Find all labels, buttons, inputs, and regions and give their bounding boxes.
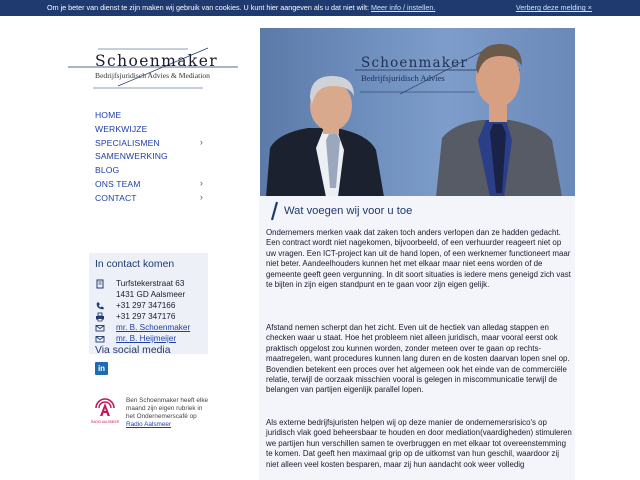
hero-graphic: [260, 28, 575, 197]
cookie-bar: [0, 0, 640, 16]
cookie-info-link[interactable]: Meer info / instellen.: [371, 3, 436, 12]
slash-icon: [271, 201, 278, 221]
map-marker-icon: [95, 279, 105, 289]
email-link-heijmeijer[interactable]: mr. B. Heijmeijer: [116, 334, 177, 343]
radio-aalsmeer-link[interactable]: Radio Aalsmeer: [126, 421, 172, 429]
hero-logo-name: Schoenmaker: [361, 55, 468, 71]
nav-item-contact[interactable]: [95, 193, 207, 207]
chevron-right-icon[interactable]: ›: [199, 136, 203, 147]
nav-label: HOME: [95, 110, 122, 120]
nav-label: ONS TEAM: [95, 178, 141, 189]
logo-subtitle: Bedrijfsjuridisch Advies & Mediation: [95, 71, 210, 80]
contact-panel: [89, 253, 208, 354]
person-left-figure: [266, 76, 384, 197]
nav-item-samenwerking[interactable]: [95, 151, 207, 165]
radio-aalsmeer-logo[interactable]: [90, 396, 120, 426]
chevron-right-icon[interactable]: ›: [199, 191, 203, 202]
hero-logo-subtitle: Bedrijfsjuridisch Advies: [361, 73, 445, 83]
nav-label: SPECIALISMEN: [95, 137, 160, 148]
contact-title: In contact komen: [95, 259, 175, 270]
main-nav: [95, 110, 207, 207]
social-title: Via social media: [95, 345, 171, 356]
radio-note: [126, 397, 211, 429]
email-link-schoenmaker[interactable]: mr. B. Schoenmaker: [116, 323, 191, 332]
article-paragraph: Ondernemers merken vaak dat zaken toch anders verlopen dan ze hadden gedacht. Een contract wordt niet nagekomen, bijvoorbeeld, of een verhuurder reageert niet op uw vragen. Een ICT-project kan uit de hand lopen, of een werknemer functioneert maar niet beter. Aandeelhouders kunnen het met elkaar maar niet eens worden of de gemeente geeft geen vergunning. In dit soort situaties is iedere mens geneigd zich vast te bijten in zijn eigen standpunt en te gaan voor zijn eigen gelijk.: [266, 228, 571, 290]
radio-logo-caption: RADIO AALSMEER: [90, 420, 120, 424]
nav-label: BLOG: [95, 165, 120, 176]
envelope-icon: [95, 334, 105, 344]
cookie-close-button[interactable]: Verberg deze melding ×: [515, 3, 592, 12]
printer-icon: [95, 312, 105, 322]
article-title: Wat voegen wij voor u toe: [284, 205, 413, 217]
nav-item-specialismen[interactable]: [95, 138, 207, 152]
article-paragraph: Afstand nemen scherpt dan het zicht. Even uit de hectiek van alledag stappen en checken waar u staat. Hoe het probleem niet alleen juridisch, maar vooral eerst ook praktisch opgelost zou kunnen worden, zonder meteen over te gaan op rechts-maatregelen, want procedures kunnen lang duren en de kosten daarvan lopen snel op. Bovendien betekent een proces over het algemeen ook het einde van de commerciële relatie, terwijl de oorzaak misschien vooral is gelegen in miscommunicatie terwijl de belangen van partijen eigenlijk parallel lopen.: [266, 323, 570, 395]
address-street: Turfstekerstraat 63: [116, 279, 185, 288]
nav-item-blog[interactable]: [95, 165, 207, 179]
radio-note-text: Ben Schoenmaker heeft elke maand zijn eigen rubriek in het Ondernemerscafé op: [126, 397, 209, 421]
nav-label: CONTACT: [95, 192, 137, 203]
nav-item-ons-team[interactable]: [95, 179, 207, 193]
nav-label: SAMENWERKING: [95, 151, 168, 162]
nav-item-werkwijze[interactable]: [95, 124, 207, 138]
phone-number[interactable]: +31 297 347166: [116, 301, 176, 310]
phone-icon: [95, 301, 105, 311]
nav-item-home[interactable]: [95, 110, 207, 124]
cookie-text: Om je beter van dienst te zijn maken wij gebruik van cookies. U kunt hier aangeven als u dat niet wilt:: [47, 3, 372, 12]
hero-photo: [260, 28, 575, 197]
linkedin-icon[interactable]: in: [95, 362, 108, 375]
logo-name: Schoenmaker: [95, 52, 219, 70]
fax-number: +31 297 347176: [116, 312, 176, 321]
address-city: 1431 GD Aalsmeer: [116, 290, 186, 299]
envelope-icon: [95, 323, 105, 333]
cookie-message: [47, 3, 435, 12]
nav-label: WERKWIJZE: [95, 123, 148, 134]
chevron-right-icon[interactable]: ›: [199, 177, 203, 188]
site-logo[interactable]: [68, 46, 238, 90]
article-paragraph: Als externe bedrijfsjuristen helpen wij op deze manier de ondernemersrisico's op juridisch vlak goed beheersbaar te houden en door mediation(vaardigheden) stimuleren we partijen hun verschillen samen te overbruggen en met elkaar tot overeenstemming te komen. Dat geeft hen maximaal grip op de uitkomst van hun geschil, waardoor zij niet alleen veel kosten besparen, maar zij hun aandacht ook weer volledig: [266, 418, 572, 469]
